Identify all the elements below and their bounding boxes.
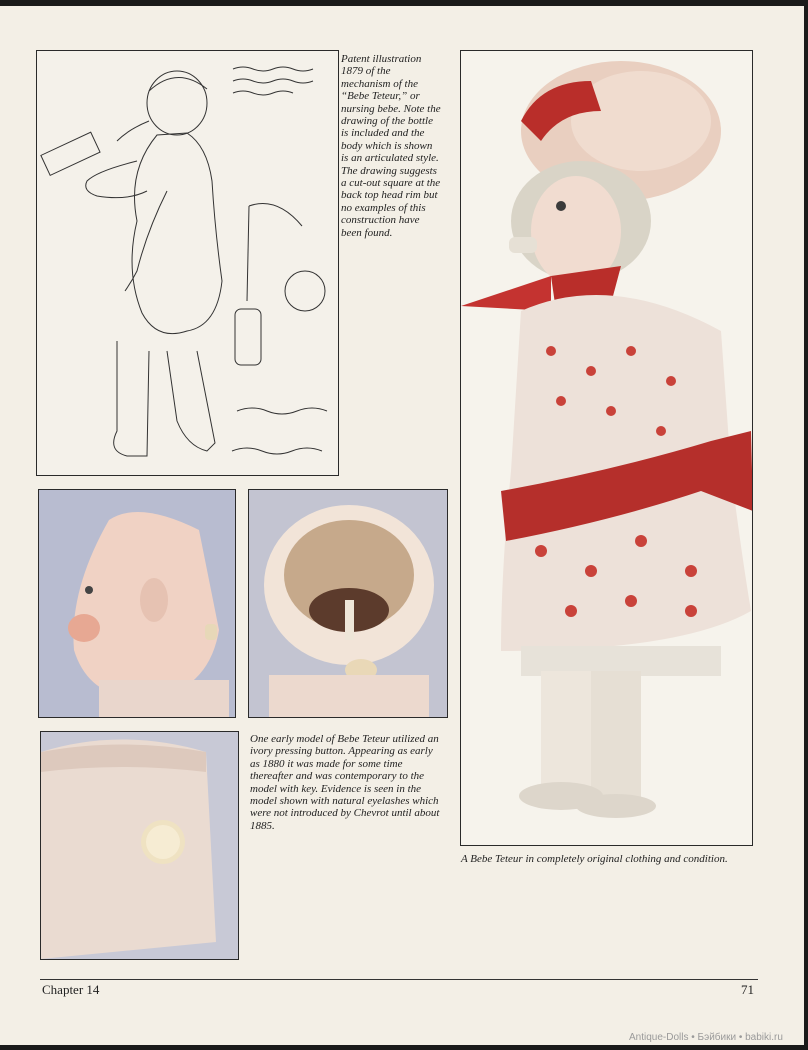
scan-top-edge [0, 0, 808, 6]
patent-drawing [37, 51, 338, 475]
patent-caption: Patent illustration 1879 of the mechanism of the “Bebe Teteur,” or nursing bebe. Note the drawing of the bottle is included and the body which is shown is an articulated style. The drawing suggests a cut-out square at the back top head rim but no examples of this construction have been found. [341, 53, 441, 239]
body-button-photo [40, 731, 239, 960]
head-side-photo [38, 489, 236, 718]
head-interior-photo [248, 489, 448, 718]
watermark: Antique-Dolls • Бэйбики • babiki.ru [629, 1032, 783, 1043]
head-side-illustration [39, 490, 235, 717]
doll-caption: A Bebe Teteur in completely original clothing and condition. [461, 853, 728, 865]
scan-right-edge [804, 0, 808, 1050]
body-button-illustration [41, 732, 238, 959]
doll-illustration [461, 51, 752, 845]
chapter-label: Chapter 14 [42, 982, 100, 997]
button-caption: One early model of Bebe Teteur utilized an ivory pressing button. Appearing as early as 1880 it was made for some time thereafter and was contemporary to the model with key. Evidence is seen in the model shown with natural eyelashes which were not introduced by Chevrot until about 1885. [250, 733, 440, 832]
scan-bottom-edge [0, 1045, 808, 1050]
head-interior-illustration [249, 490, 447, 717]
doll-photo [460, 50, 753, 846]
page-number: 71 [741, 982, 754, 997]
patent-illustration [36, 50, 339, 476]
footer-rule [40, 979, 758, 980]
